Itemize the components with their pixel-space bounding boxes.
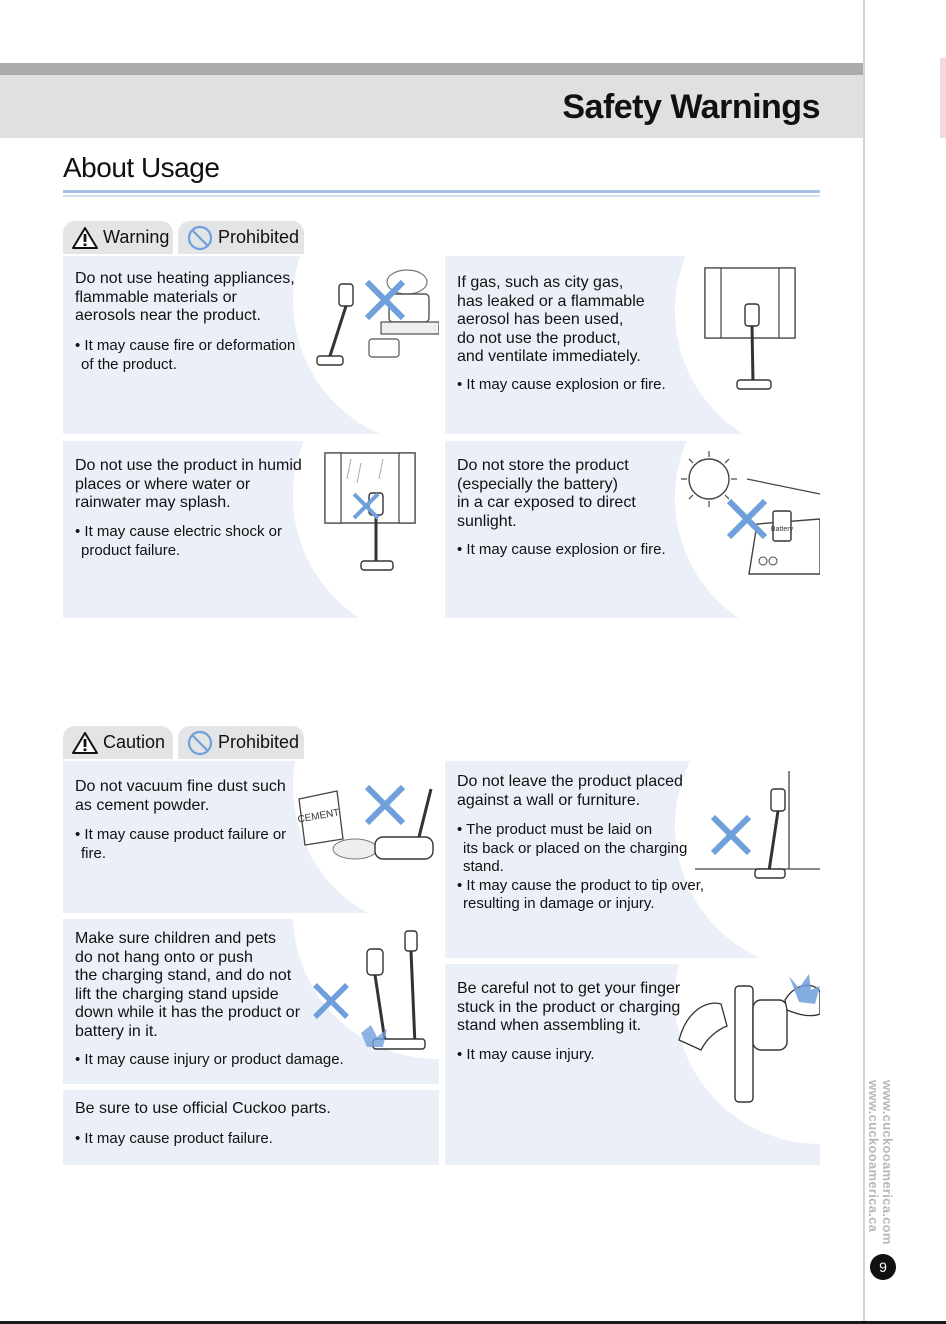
tab-warning: [63, 221, 173, 254]
warning-triangle-icon: [71, 226, 99, 250]
page-title: Safety Warnings: [562, 88, 820, 126]
card-note-text: • It may cause explosion or fire.: [457, 376, 666, 393]
card-note-text: • It may cause explosion or fire.: [457, 541, 666, 558]
section-title-rule: [63, 190, 820, 193]
caution-card-finger: [445, 964, 820, 1165]
caution-card-official-parts: [63, 1090, 439, 1165]
prohibited-icon: [186, 225, 214, 251]
card-main-text: Do not leave the product placed against a wall or furniture.: [457, 773, 683, 809]
cross-mark-icon: [351, 491, 381, 521]
cross-mark-icon: [363, 278, 407, 322]
tab-prohibited-label: Prohibited: [218, 227, 300, 247]
card-main-text: Do not vacuum fine dust such as cement powder.: [75, 778, 286, 814]
warning-triangle-icon: [71, 731, 99, 755]
tab-caution: [63, 726, 173, 759]
caution-card-fine-dust: [63, 761, 439, 913]
warning-card-heating: [63, 256, 439, 434]
header-top-rule: [0, 63, 864, 75]
card-note-text: • It may cause product failure.: [75, 1130, 273, 1147]
section-title: About Usage: [63, 152, 220, 183]
card-note-text: • It may cause injury.: [457, 1046, 595, 1063]
card-main-text: Do not use heating appliances, flammable materials or aerosols near the product.: [75, 270, 295, 324]
caution-card-wall: [445, 761, 820, 958]
caution-card-children-pets: [63, 919, 439, 1084]
section-title-rule-light: [63, 195, 820, 197]
tab-prohibited: [178, 726, 304, 759]
cross-mark-icon: [311, 981, 351, 1021]
card-note-text: • It may cause electric shock or product failure.: [75, 523, 282, 559]
card-note-text: • It may cause product failure or fire.: [75, 826, 287, 862]
warning-card-car-sunlight: [445, 441, 820, 618]
cross-mark-icon: [709, 813, 753, 857]
right-margin-rule: [863, 0, 865, 1324]
url-ca: www.cuckooamerica.ca: [866, 1080, 881, 1233]
card-main-text: Be sure to use official Cuckoo parts.: [75, 1100, 331, 1117]
tab-warning-label: Warning: [103, 227, 170, 247]
card-main-text: Do not store the product (especially the battery) in a car exposed to direct sunlight.: [457, 457, 636, 530]
url-com: www.cuckooamerica.com: [880, 1080, 895, 1245]
cement-label: CEMENT: [296, 807, 341, 826]
card-main-text: Do not use the product in humid places or where water or rainwater may splash.: [75, 457, 302, 511]
tab-prohibited: [178, 221, 304, 254]
card-main-text: If gas, such as city gas, has leaked or a flammable aerosol has been used, do not use the product, and ventilate immediately.: [457, 274, 645, 365]
card-main-text: Be careful not to get your finger stuck in the product or charging stand when assembling it.: [457, 980, 681, 1034]
card-main-text: Make sure children and pets do not hang onto or push the charging stand, and do not lift the charging stand upside down while it has the product or battery in it.: [75, 930, 301, 1040]
warning-card-humid: [63, 441, 439, 618]
page-number: 9: [870, 1254, 896, 1280]
page-edge-mark: [940, 58, 946, 138]
card-note-text: • It may cause injury or product damage.: [75, 1051, 344, 1068]
prohibited-icon: [186, 730, 214, 756]
card-note-text: • The product must be laid on its back or placed on the charging stand. • It may cause the product to tip over, resulting in damage or injury.: [457, 821, 705, 912]
cross-mark-icon: [363, 783, 407, 827]
window-illustration: [701, 264, 801, 394]
battery-label: Battery: [770, 526, 794, 533]
tab-caution-label: Caution: [103, 732, 166, 752]
cross-mark-icon: [725, 497, 769, 541]
card-note-text: • It may cause fire or deformation of the product.: [75, 337, 296, 373]
finger-assembly-illustration: [677, 970, 820, 1104]
sidebar-urls: [866, 1080, 896, 1245]
tab-prohibited-label: Prohibited: [218, 732, 300, 752]
warning-card-gas-leak: [445, 256, 820, 434]
